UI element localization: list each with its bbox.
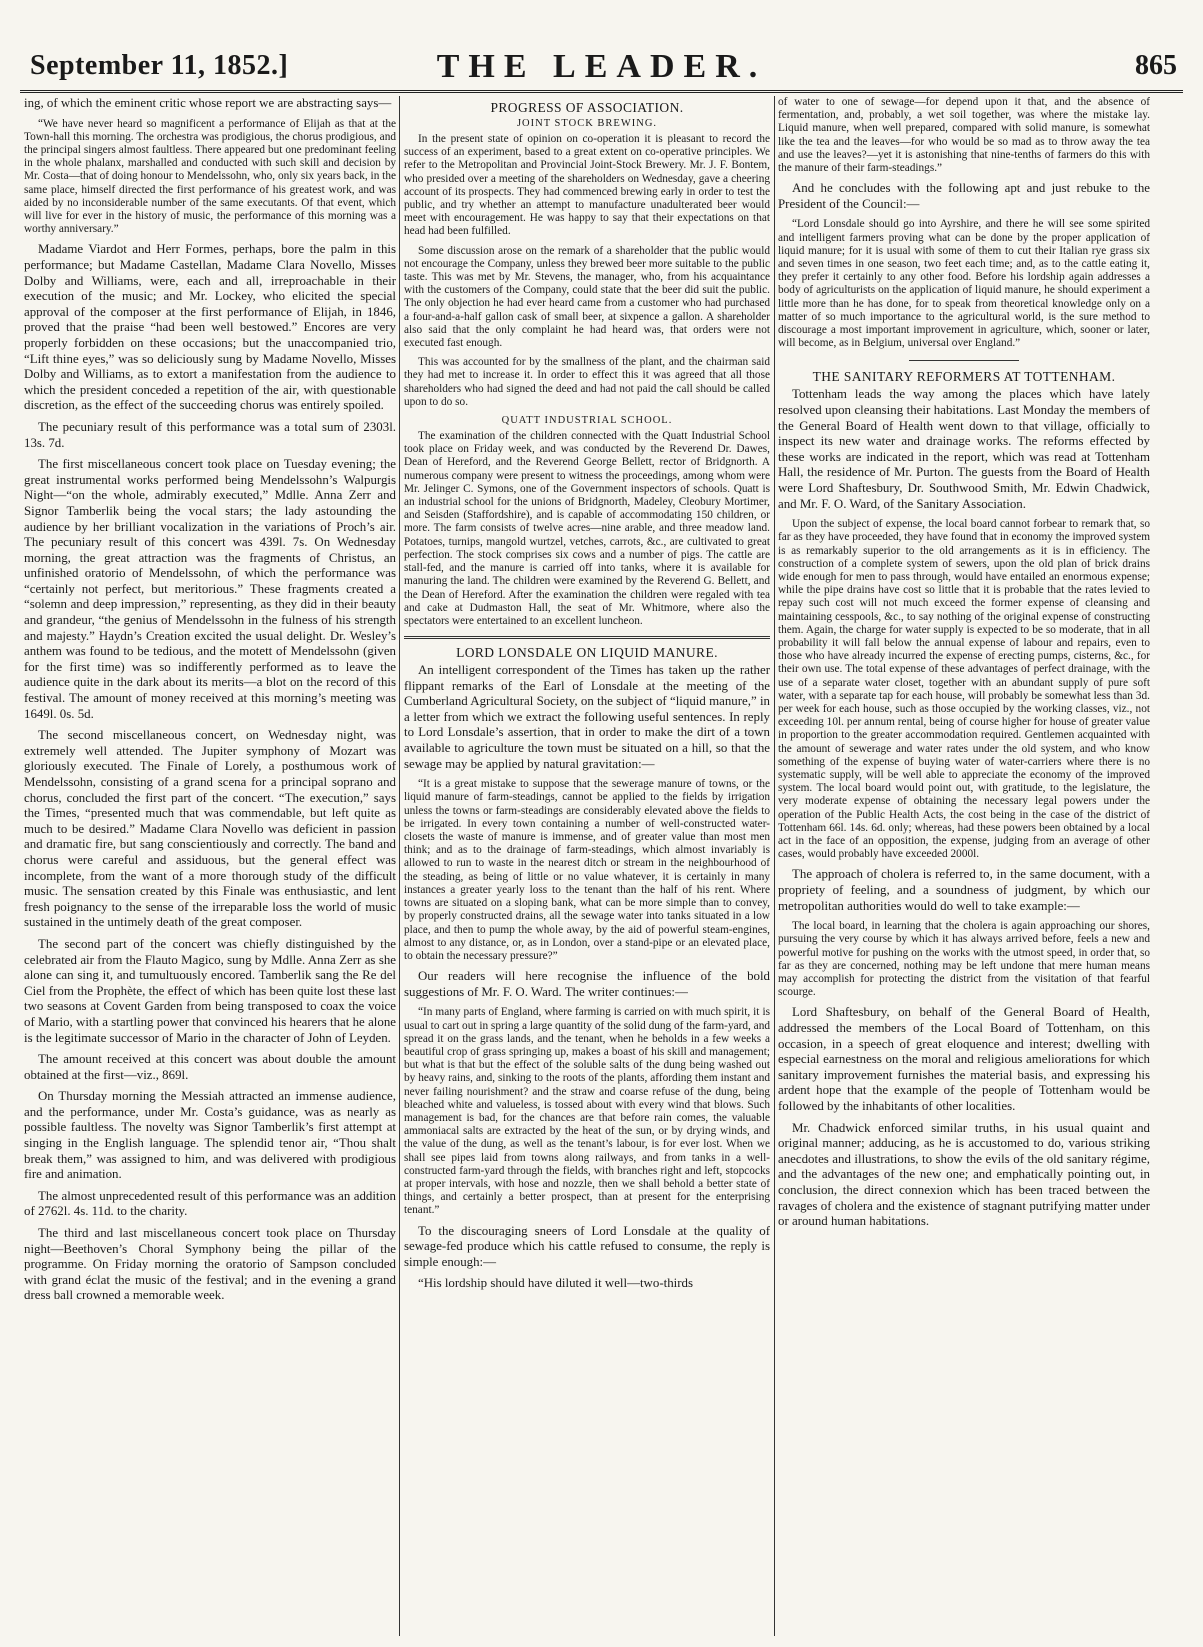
paragraph: Tottenham leads the way among the places which have lately resolved upon cleansing their habitations. Last Monday the members of the General Board of Health went down to that village, officially to inspect its new water and drainage works. The reforms effected by these works are indicated in the report, which was read at Tottenham Hall, the residence of Mr. Purton. The guests from the Board of Health were Lord Shaftesbury, Dr. Southwood Smith, Mr. Edwin Chadwick, and Mr. F. O. Ward, of the Sanitary Association. [778,387,1150,511]
paragraph: And he concludes with the following apt and just rebuke to the President of the Council:— [778,181,1150,211]
page-number: 865 [1135,50,1177,81]
paragraph: In the present state of opinion on co-operation it is pleasant to record the success of an experiment, based to a great extent on co-operative principles. We refer to the Metropolitan and Provincial Joint-Stock Brewery. Mr. J. F. Bontem, who presided over a meeting of the shareholders on Wednesday, gave a cheering account of its prospects. They had commenced brewing early in order to test the public, and try whether an attempt to manufacture unadulterated beer would meet with encouragement. He was happy to say that their expectations on that head had been fulfilled. [404,133,770,238]
quotation: Upon the subject of expense, the local board cannot forbear to remark that, so far as they have proceeded, they have found that in economy the improved system is as remarkably superior to the old arrangements as it is in efficiency. The construction of a complete system of sewers, upon the old plan of brick drains wide enough for men to pass through, would have entailed an enormous expense; while the pipe drains have cost so little that it is probable that the rates levied to repay such cost will not much exceed the former expense of cleansing and maintaining cesspools, &c., to say nothing of the original expense of constructing them. Again, the charge for water supply is expected to be so moderate, that in all probability it will fall below the annual expense of labour and repairs, even to those who have already incurred the expense of erecting pumps, cisterns, &c., for their own use. The total expense of these advantages of perfect drainage, with the use of a separate water closet, together with an abundant supply of pure soft water, with a separate tap for each house, will probably be somewhat less than 3d. per week for each house, such as those occupied by the working classes, viz., not exceeding 10l. per annum rental, being of course higher for house of greater value in proportion to the greater accommodation required. Gentlemen acquainted with the amount of sewerage and water rates under the old system, and who know something of the expense of buying water of water-carriers where there is no systematic supply, will be well able to appreciate the economy of the improved system. The local board would point out, with gratitude, to the legislature, the very moderate expense of obtaining the necessary legal powers under the operation of the Public Health Acts, the cost being in the case of the district of Tottenham 66l. 14s. 6d. only; whereas, had these powers been obtained by a local act in the face of an opposition, the expense, judging from an average of other cases, would probably have exceeded 2000l. [778,518,1150,861]
paragraph: Our readers will here recognise the influence of the bold suggestions of Mr. F. O. Ward. The writer continues:— [404,969,770,999]
paragraph: Some discussion arose on the remark of a shareholder that the public would not encourage the Company, unless they brewed beer more suitable to the public taste. This was met by Mr. Stevens, the manager, who, from his acquaintance with the customers of the Company, could state that the beer did suit the public. The only objection he had ever heard came from a customer who had purchased a four-and-a-half gallon cask of small beer, at sixpence a gallon. A shareholder also said that the only complaint he had heard was, that orders were not executed fast enough. [404,244,770,350]
quotation: The local board, in learning that the cholera is again approaching our shores, pursuing the very course by which it has always arrived before, feels a new and powerful motive for pushing on the works with the utmost speed, in order that, so far as they are concerned, nothing may be left undone that mere human means may accomplish for protecting the district from the visitation of that fearful scourge. [778,920,1150,999]
paragraph: On Thursday morning the Messiah attracted an immense audience, and the performance, under Mr. Costa’s guidance, was as nearly as possible faultless. The novelty was Signor Tamberlik’s first attempt at singing in the English language. The splendid tenor air, “Thou shalt break them,” was assigned to him, and was delivered with prodigious fire and animation. [24,1089,396,1182]
paragraph: “His lordship should have diluted it well—two-thirds [418,1276,693,1291]
paragraph: Madame Viardot and Herr Formes, perhaps, bore the palm in this performance; but Madame Castellan, Madame Clara Novello, Misses Dolby and Williams, were, each and all, irreproachable in their execution of the music; and Mr. Lockey, who elicited the special approval of the composer at the first performance of Elijah, in 1846, proved that the praise “had been well bestowed.” Encores are very properly forbidden on these occasions; but the unaccompanied trio, “Lift thine eyes,” was so deliciously sung by Madame Novello, Misses Dolby and Williams, as to extort a manifestation from the audience to which the president conceded a repetition of the air, with questionable discretion, as the effect of the succeeding chorus was entirely spoiled. [24,242,396,413]
paragraph: ing, of which the eminent critic whose report we are abstracting says— [24,96,392,110]
paragraph: The first miscellaneous concert took place on Tuesday evening; the great instrumental works performed being Mendelssohn’s Walpurgis Night—“on the whole, admirably executed,” Mdlle. Anna Zerr and Signor Tamberlik being the vocal stars; the lady astounding the audience by her brilliant vocalization in the variations of Proch’s air. The pecuniary result of this concert was 439l. 7s. On Wednesday morning, the great attraction was the fragments of Christus, an unfinished oratorio of Mendelssohn, of which the performance was “certainly not perfect, but meritorious.” These fragments created a “solemn and deep impression,” representing, as they did in their beauty and grandeur, “the genius of Mendelssohn in the fulness of his strength and majesty.” Haydn’s Creation excited the usual delight. Dr. Wesley’s anthem was found to be tedious, and the motett of Mendelssohn (given for the first time) was so indifferently performed as to leave the audience quite in the dark about its merits—a blot on the record of this festival. The amount of money received at this morning’s meeting was 1649l. 0s. 5d. [24,457,396,721]
section-heading-association: PROGRESS OF ASSOCIATION. [490,100,684,115]
paragraph: The amount received at this concert was about double the amount obtained at the first—viz., 869l. [24,1052,396,1082]
masthead [20,44,1183,90]
quotation: of water to one of sewage—for depend upon it that, and the absence of fermentation, and, probably, a wet soil together, was where the mistake lay. Liquid manure, when well prepared, compared with solid manure, is somewhat like the tea and the leaves—for who would be so mad as to throw away the tea and use the leaves?—yet it is astonishing that nine-tenths of farmers do this with the manure of their farm-steadings.” [778,96,1150,175]
paragraph: The third and last miscellaneous concert took place on Thursday night—Beethoven’s Choral Symphony being the pillar of the programme. On Friday morning the oratorio of Sampson concluded with grand éclat the music of the festival; and in the evening a grand dress ball crowned a memorable week. [24,1226,396,1303]
newspaper-title: THE LEADER. [436,48,767,85]
paragraph: The examination of the children connected with the Quatt Industrial School took place on Friday week, and was conducted by the Reverend Dr. Dawes, Dean of Hereford, and the Reverend George Bellett, rector of Bridgnorth. A numerous company were present to witness the proceedings, among whom were Mr. Jelinger C. Symons, one of the Government inspectors of schools. Quatt is an industrial school for the unions of Bridgnorth, Madeley, Cleobury Mortimer, and Seisden (Staffordshire), and is capable of accommodating 150 children, or more. The farm consists of twelve acres—nine arable, and three meadow land. Potatoes, turnips, mangold wurtzel, vetches, carrots, &c., are cultivated to great perfection. The stock comprises six cows and a number of pigs. The cattle are stall-fed, and the manure is carried off into tanks, where it is available for manuring the land. The children were examined by the Reverend G. Bellett, and the Dean of Hereford. After the examination the children were regaled with tea and cake at Dudmaston Hall, the seat of Mr. Whitmore, where also the spectators were entertained to an excellent luncheon. [404,430,770,627]
section-heading-manure: LORD LONSDALE ON LIQUID MANURE. [456,645,718,661]
paragraph: An intelligent correspondent of the Times has taken up the rather flippant remarks of the Earl of Lonsdale at the meeting of the Cumberland Agricultural Society, on the subject of “liquid manure,” in a letter from which we extract the following useful sentences. In reply to Lord Lonsdale’s assertion, that in order to make the dirt of a town available to agriculture the town must be situated on a hill, so that the sewage may be applied by natural gravitation:— [404,663,770,771]
section-rule [909,360,1019,361]
header-rule [20,90,1183,93]
paragraph: Mr. Chadwick enforced similar truths, in his usual quaint and original manner; adducing, as he is accustomed to do, various striking anecdotes and illustrations, to show the evils of the old sanitary régime, and the advantages of the new one; and emphatically pointing out, in conclusion, the direct connexion which has been traced between the ravages of cholera and the existence of stagnant putrifying matter under or around human habitations. [778,1120,1150,1229]
column-1 [24,96,396,1641]
column-divider [774,96,775,1636]
section-rule [404,636,770,639]
quotation: “We have never heard so magnificent a performance of Elijah as that at the Town-hall this morning. The orchestra was prodigious, the chorus prodigious, and the principal singers almost faultless. There appeared but one predominant feeling in the whole phalanx, marshalled and conducted with such skill and decision by Mr. Costa—that of doing honour to Mendelssohn, who, only six years back, in the same place, himself directed the first performance of his greatest work, and was aided by no inconsiderable number of the same executants. Of that event, which will live for ever in the history of music, the performance of this morning was a worthy anniversary.” [24,117,396,236]
paragraph: The second part of the concert was chiefly distinguished by the celebrated air from the Flauto Magico, sung by Mdlle. Anna Zerr as she alone can sing it, and tumultuously encored. Tamberlik sang the Re del Ciel from the Prophète, the effect of which has been quite lost these last two seasons at Covent Garden from being transposed to coax the voice of Mario, with a startling power that convinced his hearers that he alone is the legitimate successor of Mario in the character of John of Leyden. [24,936,396,1045]
paragraph: To the discouraging sneers of Lord Lonsdale at the quality of sewage-fed produce which his cattle refused to consume, the reply is simple enough:— [404,1223,770,1269]
column-2 [404,96,770,1641]
subheading-school: QUATT INDUSTRIAL SCHOOL. [501,415,673,427]
issue-date: September 11, 1852.] [30,50,289,81]
column-divider [399,96,400,1636]
quotation: “It is a great mistake to suppose that the sewerage manure of towns, or the liquid manure of farm-steadings, cannot be applied to the fields by irrigation unless the towns or farm-steadings are considerably elevated above the fields to be irrigated. In every town containing a number of well-constructed water-closets the waste of manure is immense, and of greater value than most men think; and as to the drainage of farm-steadings, which almost invariably is allowed to run to waste in the nearest ditch or stream in the neighbourhood of the steading, as being of little or no value whatever, it is certainly in many instances a greater yearly loss to the tenant than the half of his rent. Where towns are situated on a sloping bank, what can be more simple than to convey, by properly constructed drains, all the sewage water into tanks situated in a low place, and then to pump the whole away, by the aid of powerful steam-engines, almost to any distance, or, as in London, over a stand-pipe or an elevated place, to obtain the necessary pressure?” [404,778,770,962]
paragraph: The almost unprecedented result of this performance was an addition of 2762l. 4s. 11d. to the charity. [24,1188,396,1219]
subheading-brewing: JOINT STOCK BREWING. [516,118,658,129]
quotation: “Lord Lonsdale should go into Ayrshire, and there he will see some spirited and intelligent farmers proving what can be done by the proper application of liquid manure; for it is usual with some of them to cut their Italian rye grass six and seven times in one season, two feet each time; and, as to the cattle eating it, they prefer it certainly to any other food. Before his lordship again addresses a body of agriculturists on the application of liquid manure, he should experiment a little more than he has done, for to speak from theoretical knowledge only on a matter of so much importance to the agricultural world, is the sure method to discourage a most important improvement in agriculture, which, sooner or later, will become, as in Belgium, universal over England.” [778,218,1150,350]
column-3 [778,96,1150,1641]
paragraph: The pecuniary result of this performance was a total sum of 2303l. 13s. 7d. [24,419,396,450]
paragraph: Lord Shaftesbury, on behalf of the General Board of Health, addressed the members of the Local Board of Tottenham, on this occasion, in a speech of great eloquence and interest; dwelling with especial earnestness on the moral and religious ameliorations for which sanitary improvement furnishes the material basis, and expressing his ardent hope that the example of the people of Tottenham would be followed by the inhabitants of other localities. [778,1005,1150,1114]
paragraph: The approach of cholera is referred to, in the same document, with a propriety of feeling, and a soundness of judgment, by which our metropolitan authorities would do well to take example:— [778,867,1150,913]
quotation: “In many parts of England, where farming is carried on with much spirit, it is usual to cart out in spring a large quantity of the solid dung of the farm-yard, and spread it on the grass lands, and the tenant, when he beholds in a few weeks a beautiful crop of grass springing up, makes a boast of his skill and management; but what is that but the effect of the soluble salts of the dung being washed out by heavy rains, and, sinking to the roots of the plants, affording them instant and never failing nourishment? and the straw and coarse refuse of the dung, being bleached white and valueless, is tossed about with every wind that blows. Such management is bad, for the chances are that before rain comes, the valuable ammoniacal salts are extracted by the heat of the sun, or by drying winds, and the value of the dung, as well as the tenant’s labour, is for ever lost. When we shall see pipes laid from towns along railways, and from tanks in a well-constructed farm-yard through the fields, with branches right and left, stopcocks at proper intervals, with hose and nozzle, then we shall behold a better state of things, and certainly a better prospect, than at present for the enterprising tenant.” [404,1006,770,1217]
paragraph: The second miscellaneous concert, on Wednesday night, was extremely well attended. The Jupiter symphony of Mozart was gloriously executed. The Finale of Lorely, a posthumous work of Mendelssohn, consisting of a grand scena for a principal soprano and chorus, concluded the first part of the concert. “The execution,” says the Times, “presented much that was commendable, but left quite as much to be desired.” Madame Clara Novello was deficient in passion and dramatic fire, but sang conscientiously and correctly. The band and chorus were careful and assiduous, but the general effect was incomplete, from the want of a more thorough study of the difficult music. The sensation created by this Finale was enthusiastic, and lent fresh poignancy to the sense of the irreparable loss the world of music sustained in the untimely death of the great composer. [24,728,396,930]
paragraph: This was accounted for by the smallness of the plant, and the chairman said they had met to increase it. In order to effect this it was agreed that all those shareholders who had signed the deed and had not paid the call should be called upon to do so. [404,356,770,408]
section-heading-sanitary: THE SANITARY REFORMERS AT TOTTENHAM. [812,369,1116,385]
